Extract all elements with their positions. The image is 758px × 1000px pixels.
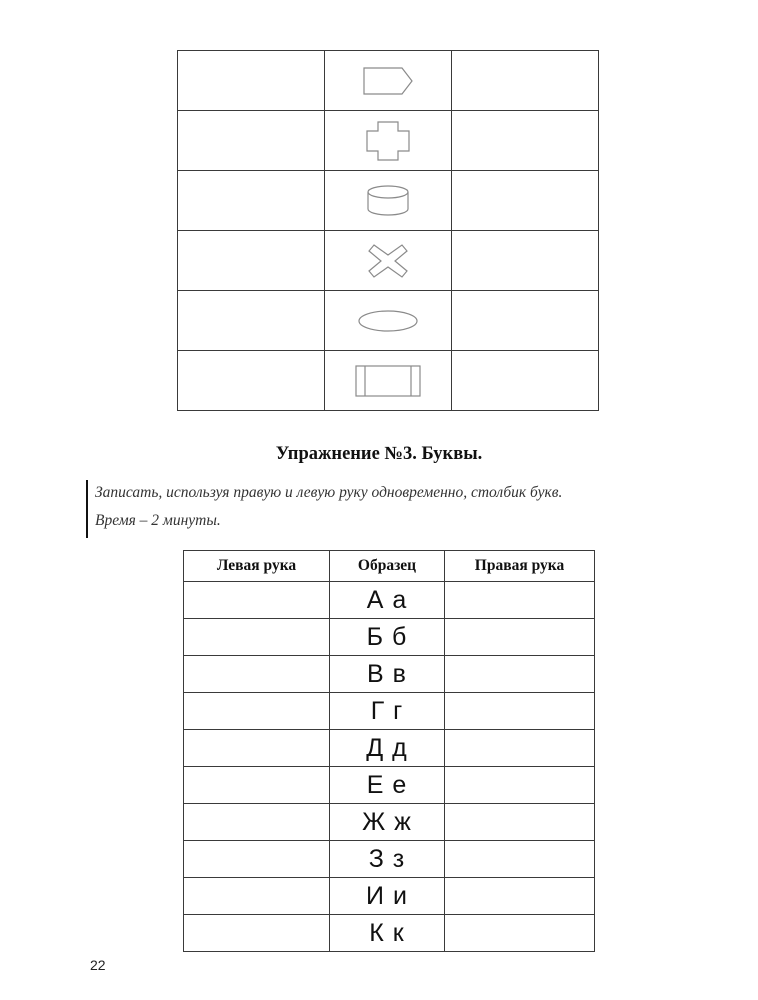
right-hand-cell[interactable] (445, 915, 595, 952)
sample-cell (325, 51, 452, 111)
letter-sample: Б б (330, 619, 445, 656)
letter-sample: А а (330, 582, 445, 619)
left-cell[interactable] (178, 171, 325, 231)
right-hand-cell[interactable] (445, 619, 595, 656)
sample-cell (325, 351, 452, 411)
left-hand-cell[interactable] (184, 693, 330, 730)
table-row (184, 730, 595, 767)
letter-sample: И и (330, 878, 445, 915)
left-hand-cell[interactable] (184, 804, 330, 841)
table-row (184, 693, 595, 730)
left-cell[interactable] (178, 51, 325, 111)
exercise-title: Упражнение №3. Буквы. (275, 444, 483, 464)
right-hand-cell[interactable] (445, 878, 595, 915)
left-hand-cell[interactable] (184, 619, 330, 656)
time-limit-text: Время – 2 минуты. (95, 512, 221, 529)
sample-cell (325, 171, 452, 231)
letter-sample: В в (330, 656, 445, 693)
letter-sample: Г г (330, 693, 445, 730)
right-cell[interactable] (452, 51, 599, 111)
table-row (184, 582, 595, 619)
left-hand-cell[interactable] (184, 878, 330, 915)
column-header-right-hand: Правая рука (445, 551, 595, 582)
right-hand-cell[interactable] (445, 693, 595, 730)
left-hand-cell[interactable] (184, 841, 330, 878)
plus-cross-shape-icon (363, 120, 413, 162)
right-cell[interactable] (452, 111, 599, 171)
column-header-sample: Образец (330, 551, 445, 582)
table-row (178, 51, 599, 111)
right-hand-cell[interactable] (445, 656, 595, 693)
letter-sample: К к (330, 915, 445, 952)
table-row (184, 767, 595, 804)
letter-sample: Д д (330, 730, 445, 767)
left-cell[interactable] (178, 351, 325, 411)
table-row (184, 878, 595, 915)
right-cell[interactable] (452, 171, 599, 231)
left-cell[interactable] (178, 111, 325, 171)
right-hand-cell[interactable] (445, 767, 595, 804)
table-row (184, 619, 595, 656)
right-cell[interactable] (452, 231, 599, 291)
right-hand-cell[interactable] (445, 730, 595, 767)
page-number: 22 (90, 957, 106, 973)
left-hand-cell[interactable] (184, 656, 330, 693)
bracketed-rectangle-shape-icon (353, 363, 423, 399)
table-row (184, 915, 595, 952)
sample-cell (325, 231, 452, 291)
table-row (184, 656, 595, 693)
right-hand-cell[interactable] (445, 841, 595, 878)
right-cell[interactable] (452, 351, 599, 411)
cylinder-shape-icon (364, 183, 412, 219)
sample-cell (325, 111, 452, 171)
table-row (178, 231, 599, 291)
left-hand-cell[interactable] (184, 915, 330, 952)
right-cell[interactable] (452, 291, 599, 351)
table-row (184, 841, 595, 878)
ellipse-shape-icon (355, 308, 421, 334)
table-row (178, 111, 599, 171)
left-hand-cell[interactable] (184, 730, 330, 767)
letter-sample: Ж ж (330, 804, 445, 841)
table-row (184, 804, 595, 841)
table-row (178, 351, 599, 411)
letter-sample: Е е (330, 767, 445, 804)
instruction-bar (86, 480, 88, 538)
letters-table (183, 550, 595, 952)
table-header-row (184, 551, 595, 582)
column-header-left-hand: Левая рука (184, 551, 330, 582)
sample-cell (325, 291, 452, 351)
left-hand-cell[interactable] (184, 767, 330, 804)
shapes-table (177, 50, 599, 411)
table-row (178, 171, 599, 231)
right-hand-cell[interactable] (445, 582, 595, 619)
pentagon-arrow-shape-icon (360, 66, 416, 96)
left-cell[interactable] (178, 231, 325, 291)
letter-sample: З з (330, 841, 445, 878)
right-hand-cell[interactable] (445, 804, 595, 841)
left-hand-cell[interactable] (184, 582, 330, 619)
x-cross-shape-icon (365, 241, 411, 281)
left-cell[interactable] (178, 291, 325, 351)
instruction-text: Записать, используя правую и левую руку одновременно, столбик букв. (95, 484, 563, 501)
table-row (178, 291, 599, 351)
